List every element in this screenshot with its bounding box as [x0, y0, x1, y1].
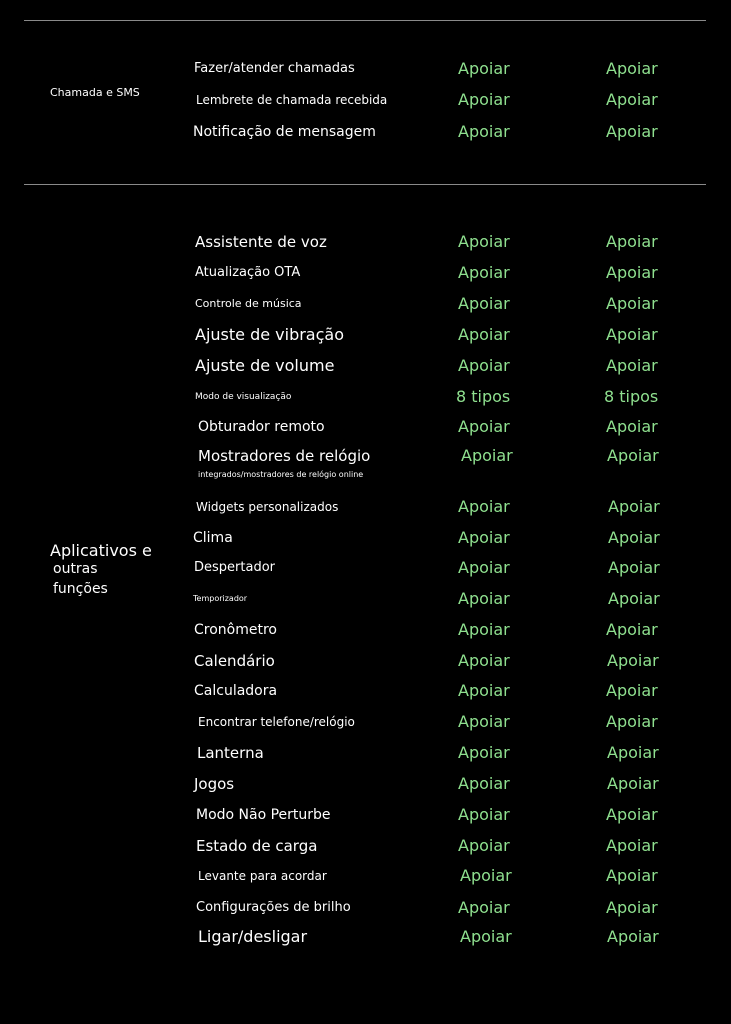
- support-value-1: Apoiar: [458, 805, 510, 824]
- section-divider: [24, 184, 706, 185]
- support-value-2: Apoiar: [606, 356, 658, 375]
- table-row: [0, 896, 731, 920]
- support-value-2: Apoiar: [606, 263, 658, 282]
- support-value-1: Apoiar: [458, 59, 510, 78]
- feature-label: Calendário: [194, 652, 275, 670]
- support-value-1: Apoiar: [458, 898, 510, 917]
- support-value-1: Apoiar: [460, 866, 512, 885]
- feature-label: Clima: [193, 530, 233, 546]
- feature-label: Temporizador: [193, 594, 248, 603]
- support-value-2: Apoiar: [606, 417, 658, 436]
- support-value-1: Apoiar: [458, 558, 510, 577]
- support-value-1: Apoiar: [458, 356, 510, 375]
- table-row: [0, 618, 731, 642]
- table-row: [0, 864, 731, 888]
- support-value-1: Apoiar: [458, 497, 510, 516]
- category-calls-sms: Chamada e SMS: [50, 86, 140, 99]
- support-value-2: Apoiar: [606, 712, 658, 731]
- support-value-1: Apoiar: [458, 263, 510, 282]
- support-value-2: Apoiar: [606, 836, 658, 855]
- feature-label: Atualização OTA: [195, 265, 301, 280]
- feature-label: Ajuste de volume: [195, 356, 335, 375]
- support-value-1: Apoiar: [458, 681, 510, 700]
- support-value-1: Apoiar: [458, 651, 510, 670]
- category-apps-line-3: funções: [53, 581, 108, 597]
- table-row: [0, 230, 731, 254]
- table-row: [0, 385, 731, 409]
- feature-label: Modo Não Perturbe: [196, 807, 331, 823]
- feature-label: Lanterna: [197, 744, 264, 762]
- support-value-2: Apoiar: [608, 558, 660, 577]
- feature-label: Despertador: [194, 560, 275, 575]
- support-value-1: Apoiar: [458, 712, 510, 731]
- table-row: [0, 710, 731, 734]
- support-value-2: Apoiar: [607, 774, 659, 793]
- support-value-2: Apoiar: [608, 528, 660, 547]
- feature-label: Modo de visualização: [195, 392, 292, 402]
- support-value-1: Apoiar: [460, 927, 512, 946]
- feature-label: Mostradores de relógio: [198, 447, 371, 465]
- table-row: [0, 57, 731, 81]
- support-value-2: Apoiar: [606, 681, 658, 700]
- top-divider: [24, 20, 706, 21]
- support-value-1: Apoiar: [458, 528, 510, 547]
- support-value-2: Apoiar: [606, 122, 658, 141]
- support-value-2: Apoiar: [606, 59, 658, 78]
- support-value-1: Apoiar: [458, 232, 510, 251]
- support-value-2: Apoiar: [608, 497, 660, 516]
- support-value-2: Apoiar: [606, 325, 658, 344]
- category-apps-line-1: Aplicativos e: [50, 541, 152, 560]
- table-row: [0, 741, 731, 765]
- support-value-2: Apoiar: [606, 232, 658, 251]
- support-value-2: 8 tipos: [604, 387, 659, 406]
- support-value-1: Apoiar: [458, 325, 510, 344]
- table-row: [0, 556, 731, 580]
- feature-label: Controle de música: [195, 297, 302, 310]
- support-value-2: Apoiar: [607, 446, 659, 465]
- feature-label: Assistente de voz: [195, 233, 327, 251]
- feature-label: Estado de carga: [196, 837, 318, 855]
- support-value-2: Apoiar: [607, 651, 659, 670]
- support-value-1: Apoiar: [458, 836, 510, 855]
- support-value-1: Apoiar: [458, 294, 510, 313]
- support-value-2: Apoiar: [606, 898, 658, 917]
- support-value-1: Apoiar: [458, 589, 510, 608]
- table-row: [0, 88, 731, 112]
- feature-label: Lembrete de chamada recebida: [196, 93, 388, 107]
- feature-label: Widgets personalizados: [196, 500, 339, 514]
- support-value-1: Apoiar: [458, 620, 510, 639]
- table-row: [0, 292, 731, 316]
- support-value-2: Apoiar: [606, 294, 658, 313]
- support-value-2: Apoiar: [606, 805, 658, 824]
- feature-label: Ligar/desligar: [198, 927, 308, 946]
- table-row: [0, 803, 731, 827]
- support-value-2: Apoiar: [606, 620, 658, 639]
- table-row: [0, 444, 731, 468]
- feature-sublabel: integrados/mostradores de relógio online: [198, 470, 364, 479]
- table-row: [0, 526, 731, 550]
- support-value-1: Apoiar: [458, 743, 510, 762]
- table-row: [0, 495, 731, 519]
- support-value-1: Apoiar: [458, 417, 510, 436]
- table-row: [0, 261, 731, 285]
- feature-label: Configurações de brilho: [196, 900, 351, 915]
- feature-label: Obturador remoto: [198, 419, 325, 435]
- support-value-1: Apoiar: [458, 774, 510, 793]
- table-row: [0, 354, 731, 378]
- table-row: [0, 649, 731, 673]
- support-value-2: Apoiar: [607, 743, 659, 762]
- table-row: [0, 323, 731, 347]
- table-row: [0, 679, 731, 703]
- feature-label: Jogos: [194, 775, 235, 793]
- support-value-2: Apoiar: [608, 589, 660, 608]
- feature-label: Ajuste de vibração: [195, 325, 344, 344]
- support-value-1: 8 tipos: [456, 387, 511, 406]
- feature-label: Calculadora: [194, 683, 278, 699]
- support-value-2: Apoiar: [606, 90, 658, 109]
- support-value-1: Apoiar: [458, 90, 510, 109]
- table-row: [0, 925, 731, 949]
- table-row: [0, 587, 731, 611]
- support-value-2: Apoiar: [607, 927, 659, 946]
- table-row: [0, 415, 731, 439]
- table-row: [0, 834, 731, 858]
- category-apps-line-2: outras: [53, 561, 98, 577]
- feature-label: Levante para acordar: [198, 869, 327, 883]
- support-value-2: Apoiar: [606, 866, 658, 885]
- feature-label: Encontrar telefone/relógio: [198, 715, 355, 729]
- table-row: [0, 120, 731, 144]
- support-value-1: Apoiar: [458, 122, 510, 141]
- feature-label: Notificação de mensagem: [193, 124, 376, 140]
- table-row: [0, 772, 731, 796]
- feature-label: Cronômetro: [194, 622, 277, 638]
- feature-label: Fazer/atender chamadas: [194, 61, 355, 76]
- support-value-1: Apoiar: [461, 446, 513, 465]
